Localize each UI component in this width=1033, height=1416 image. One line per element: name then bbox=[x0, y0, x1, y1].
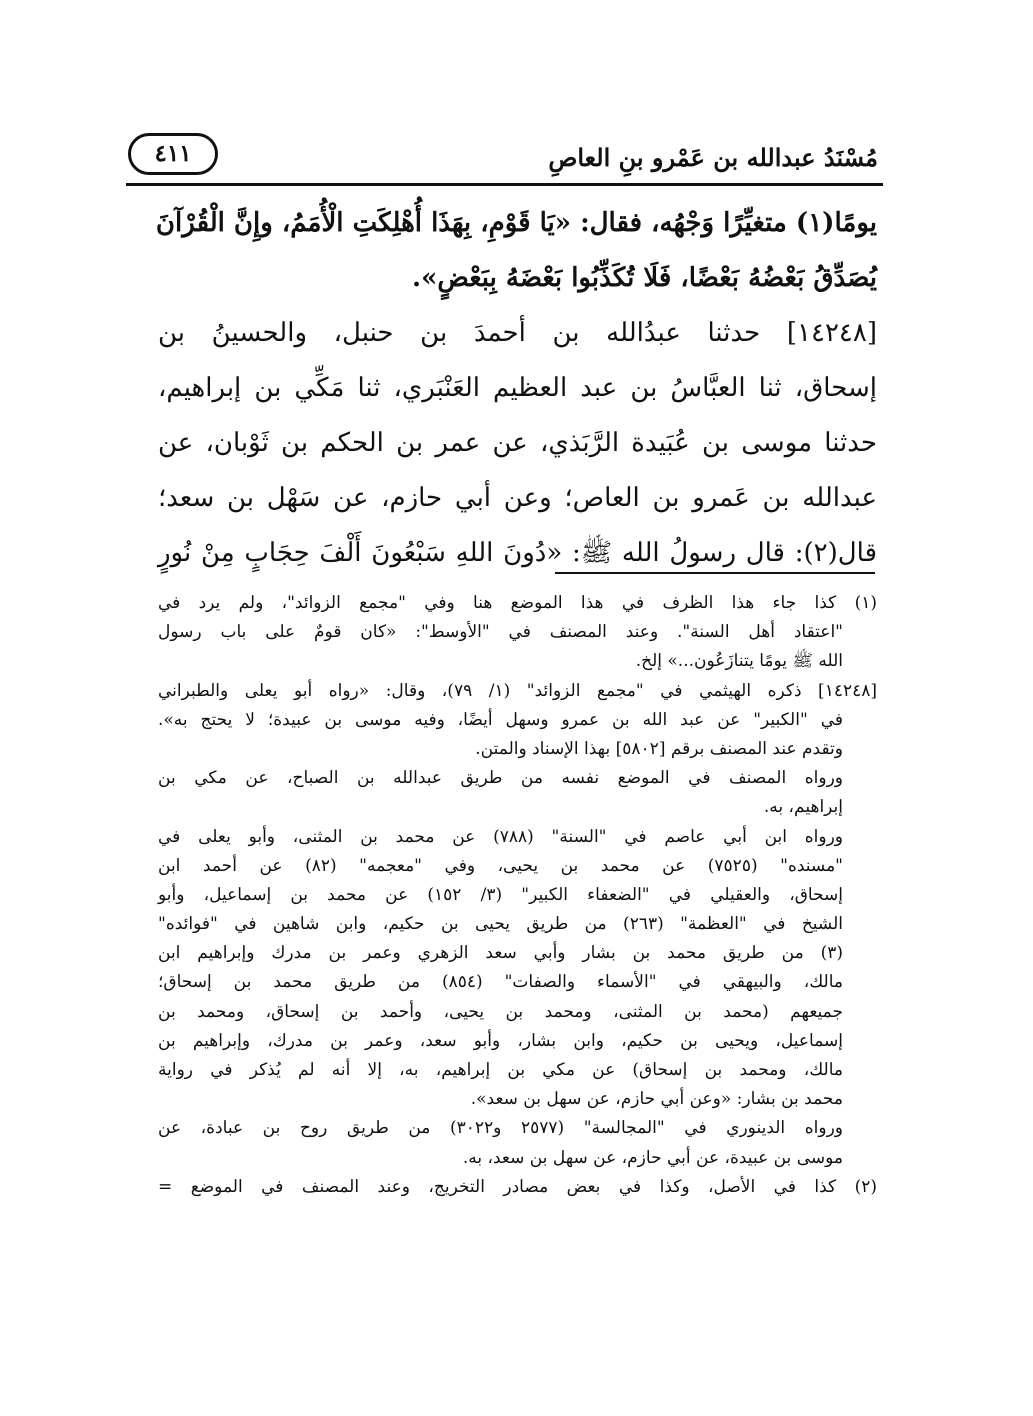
main-text-continuation bbox=[155, 196, 877, 306]
footnote-line: مالك، ومحمد بن إسحاق) عن مكي بن إبراهيم، به، إلا أنه لم يُذكر في رواية bbox=[158, 1060, 843, 1080]
main-line: حدثنا موسى بن عُبَيدة الرَّبَذي، عن عمر بن الحكم بن ثَوْبان، عن bbox=[158, 428, 877, 458]
footnote-line: (١) كذا جاء هذا الظرف في هذا الموضع هنا وفي "مجمع الزوائد"، ولم يرد في bbox=[158, 593, 878, 613]
footnote-line: "مسنده" (٧٥٢٥) عن محمد بن يحيى، وفي "معجمه" (٨٢) عن أحمد ابن bbox=[158, 855, 843, 876]
footnote-line: (٢) كذا في الأصل، وكذا في بعض مصادر التخريج، وعند المصنف في الموضع = bbox=[158, 1176, 877, 1197]
running-header-title: مُسْنَدُ عبدالله بن عَمْرو بنِ العاصِ bbox=[548, 143, 878, 172]
footnote-line: موسى بن عبيدة، عن أبي حازم، عن سهل بن سعد، به. bbox=[462, 1147, 843, 1168]
footnote-line: (٣) من طريق محمد بن بشار وأبي سعد الزهري وعمر بن مدرك وإبراهيم ابن bbox=[158, 943, 843, 964]
main-line: عبدالله بن عَمرو بن العاص؛ وعن أبي حازم، عن سَهْل بن سعد؛ bbox=[158, 483, 877, 513]
page-number-badge: ٤١١ bbox=[128, 133, 218, 175]
footnote-line: "اعتقاد أهل السنة". وعند المصنف في "الأوسط": «كان قومٌ على باب رسول bbox=[158, 622, 843, 643]
footnote-line: ورواه ابن أبي عاصم في "السنة" (٧٨٨) عن محمد بن المثنى، وأبو يعلى في bbox=[158, 826, 843, 847]
footnote-line: الله ﷺ يومًا يتنازَعُون...» إلخ. bbox=[635, 651, 843, 672]
hadith-14248 bbox=[158, 306, 877, 581]
main-line: قال(٢): قال رسولُ الله ﷺ: «دُونَ اللهِ سَبْعُونَ أَلْفَ حِجَابٍ مِنْ نُورٍ bbox=[158, 538, 877, 568]
footnote-line: إسحاق، والعقيلي في "الضعفاء الكبير" (٣/ ١٥٢) عن محمد بن إسماعيل، وأبو bbox=[158, 884, 844, 905]
footnote-line: الشيخ في "العظمة" (٢٦٣) من طريق يحيى بن حكيم، وابن شاهين في "فوائده" bbox=[158, 914, 843, 935]
footnote-line: إسماعيل، ويحيى بن حكيم، وابن بشار، وأبو سعد، وعمر بن مدرك، وإبراهيم بن bbox=[158, 1030, 843, 1051]
main-line: [١٤٢٤٨] حدثنا عبدُالله بن أحمدَ بن حنبل، والحسينُ بن bbox=[158, 318, 877, 348]
footnotes bbox=[158, 589, 877, 1202]
footnote-line: في "الكبير" عن عبد الله بن عمرو وسهل أيضًا، وفيه موسى بن عبيدة؛ لا يحتج به». bbox=[158, 709, 843, 730]
footnote-line: وتقدم عند المصنف برقم [٥٨٠٢] بهذا الإسناد والمتن. bbox=[475, 738, 843, 759]
footnote-line: ورواه الدينوري في "المجالسة" (٢٥٧٧ و٣٠٢٢) من طريق روح بن عبادة، عن bbox=[158, 1118, 843, 1139]
footnote-line: محمد بن بشار: «وعن أبي حازم، عن سهل بن سعد». bbox=[470, 1089, 843, 1110]
main-line: إسحاق، ثنا العبَّاسُ بن عبد العظيم العَنْبَري، ثنا مَكِّي بن إبراهيم، bbox=[158, 373, 877, 403]
footnote-line: إبراهيم، به. bbox=[763, 797, 843, 818]
footnote-line: جميعهم (محمد بن المثنى، ومحمد بن يحيى، وأحمد بن إسحاق، ومحمد بن bbox=[158, 1001, 843, 1022]
footnote-line: ورواه المصنف في الموضع نفسه من طريق عبدالله بن الصباح، عن مكي بن bbox=[158, 768, 843, 789]
footnote-line: [١٤٢٤٨] ذكره الهيثمي في "مجمع الزوائد" (١/ ٧٩)، وقال: «رواه أبو يعلى والطبراني bbox=[158, 680, 877, 701]
header-divider bbox=[126, 183, 883, 186]
main-line: يُصَدِّقُ بَعْضُهُ بَعْضًا، فَلَا تُكَذِّبُوا بَعْضَهُ بِبَعْضٍ». bbox=[412, 263, 877, 293]
footnote-line: مالك، والبيهقي في "الأسماء والصفات" (٨٥٤) من طريق محمد بن إسحاق؛ bbox=[158, 972, 843, 993]
footnote-divider bbox=[555, 572, 875, 574]
main-line: يومًا(١) متغيِّرًا وَجْهُه، فقال: «يَا قَوْمِ، بِهَذَا أُهْلِكَتِ الْأُمَمُ، وإِنَّ الْقُرْآنَ bbox=[155, 208, 877, 238]
